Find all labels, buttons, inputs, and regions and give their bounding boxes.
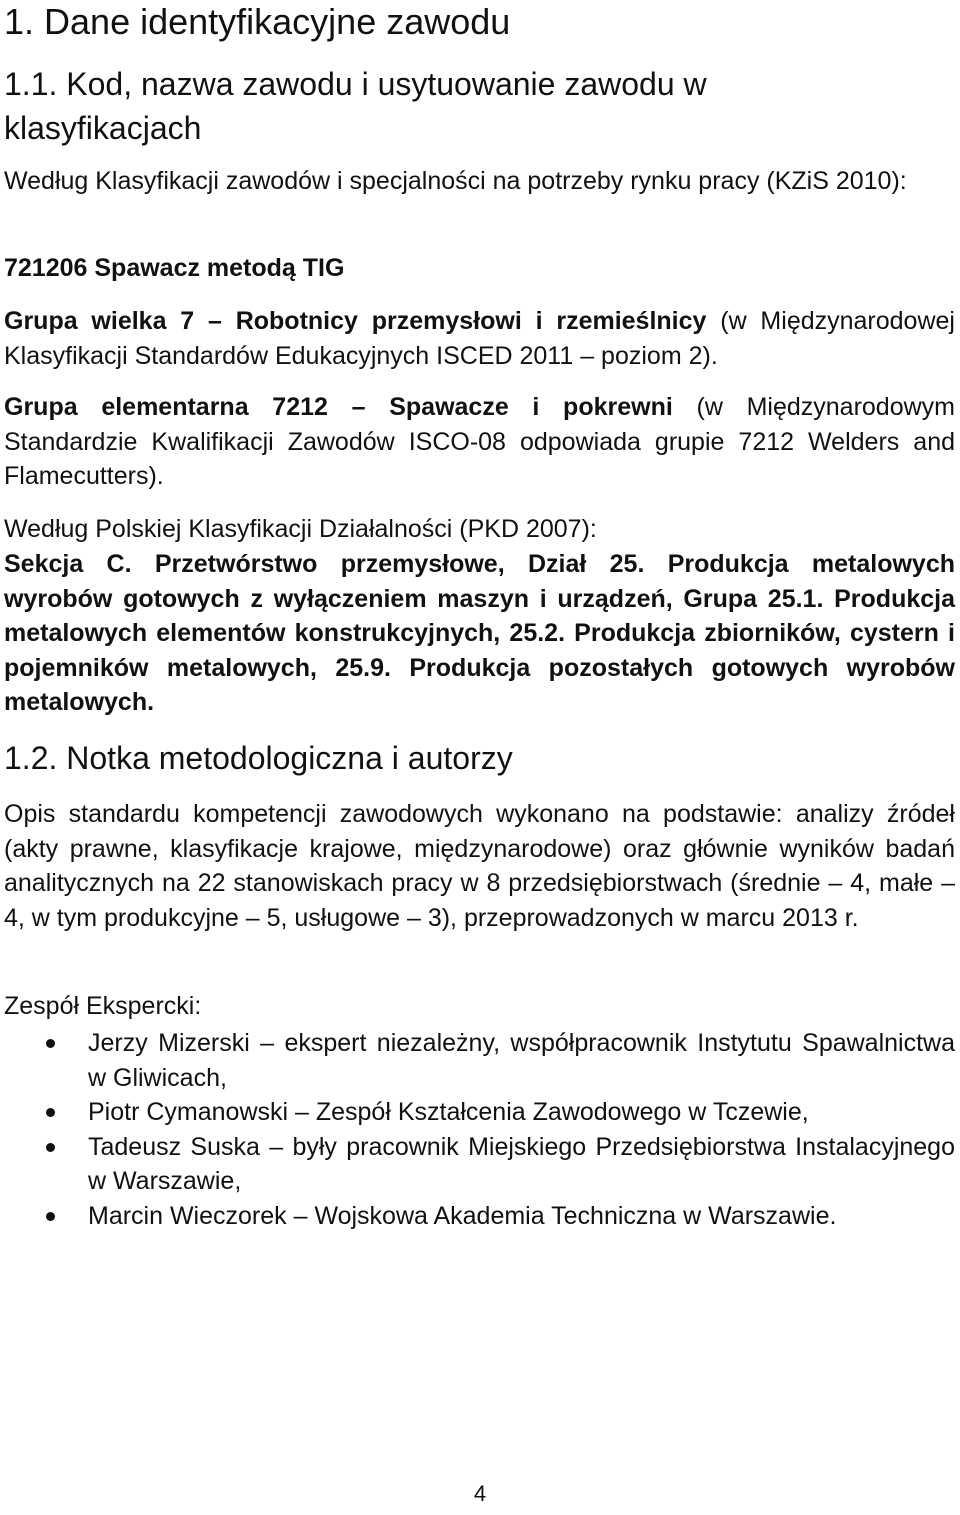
expert-entry: Piotr Cymanowski – Zespół Kształcenia Zawodowego w Tczewie,	[88, 1098, 809, 1126]
pkd-classification: Sekcja C. Przetwórstwo przemysłowe, Dział 25. Produkcja metalowych wyrobów gotowych z wyłączeniem maszyn i urządzeń, Grupa 25.1. Produkcja metalowych elementów konstrukcyjnych, 25.2. Produkcja zbiorników, cystern i pojemników metalowych, 25.9. Produkcja pozostałych gotowych wyrobów metalowych.	[4, 550, 955, 716]
heading-identification: 1. Dane identyfikacyjne zawodu	[4, 1, 511, 42]
group-major-note: (w Międzynarodowej Klasyfikacji Standardów Edukacyjnych ISCED 2011 – poziom 2).	[4, 307, 955, 370]
kzis-intro: Według Klasyfikacji zawodów i specjalności na potrzeby rynku pracy (KZiS 2010):	[4, 167, 907, 195]
heading-section-1-2: 1.2. Notka metodologiczna i autorzy	[4, 740, 513, 776]
expert-entry: Marcin Wieczorek – Wojskowa Akademia Techniczna w Warszawie.	[88, 1201, 837, 1230]
expert-team-label: Zespół Ekspercki:	[4, 992, 202, 1020]
group-unit-paragraph	[4, 390, 955, 494]
bullet-icon	[46, 1143, 55, 1152]
expert-entry: Tadeusz Suska – były pracownik Miejskiego Przedsiębiorstwa Instalacyjnego w Warszawie,	[88, 1132, 955, 1195]
occupation-code-name: 721206 Spawacz metodą TIG	[4, 254, 345, 282]
methodology-description: Opis standardu kompetencji zawodowych wykonano na podstawie: analizy źródeł (akty prawne, klasyfikacje krajowe, międzynarodowe) oraz głównie wyników badań analitycznych na 22 stanowiskach pracy w 8 przedsiębiorstwach (średnie – 4, małe – 4, w tym produkcyjne – 5, usługowe – 3), przeprowadzonych w marcu 2013 r.	[4, 800, 955, 932]
group-major-paragraph	[4, 304, 955, 373]
group-major-label: Grupa wielka 7 – Robotnicy przemysłowi i rzemieślnicy	[4, 307, 707, 335]
list-item	[4, 1199, 955, 1234]
expert-entry: Jerzy Mizerski – ekspert niezależny, współpracownik Instytutu Spawalnictwa w Gliwicach,	[88, 1029, 955, 1092]
expert-team-list	[4, 1026, 955, 1233]
page-number: 4	[473, 1481, 487, 1506]
bullet-icon	[46, 1212, 55, 1221]
list-item	[4, 1095, 955, 1130]
list-item	[4, 1026, 955, 1095]
heading-section-1-1: 1.1. Kod, nazwa zawodu i usytuowanie zawodu w klasyfikacjach	[4, 66, 707, 146]
bullet-icon	[46, 1039, 55, 1048]
group-unit-label: Grupa elementarna 7212 – Spawacze i pokrewni	[4, 393, 673, 421]
list-item	[4, 1130, 955, 1199]
bullet-icon	[46, 1108, 55, 1117]
pkd-intro: Według Polskiej Klasyfikacji Działalności (PKD 2007):	[4, 515, 597, 543]
group-unit-note: (w Międzynarodowym Standardzie Kwalifikacji Zawodów ISCO-08 odpowiada grupie 7212 Welders and Flamecutters).	[4, 393, 955, 490]
